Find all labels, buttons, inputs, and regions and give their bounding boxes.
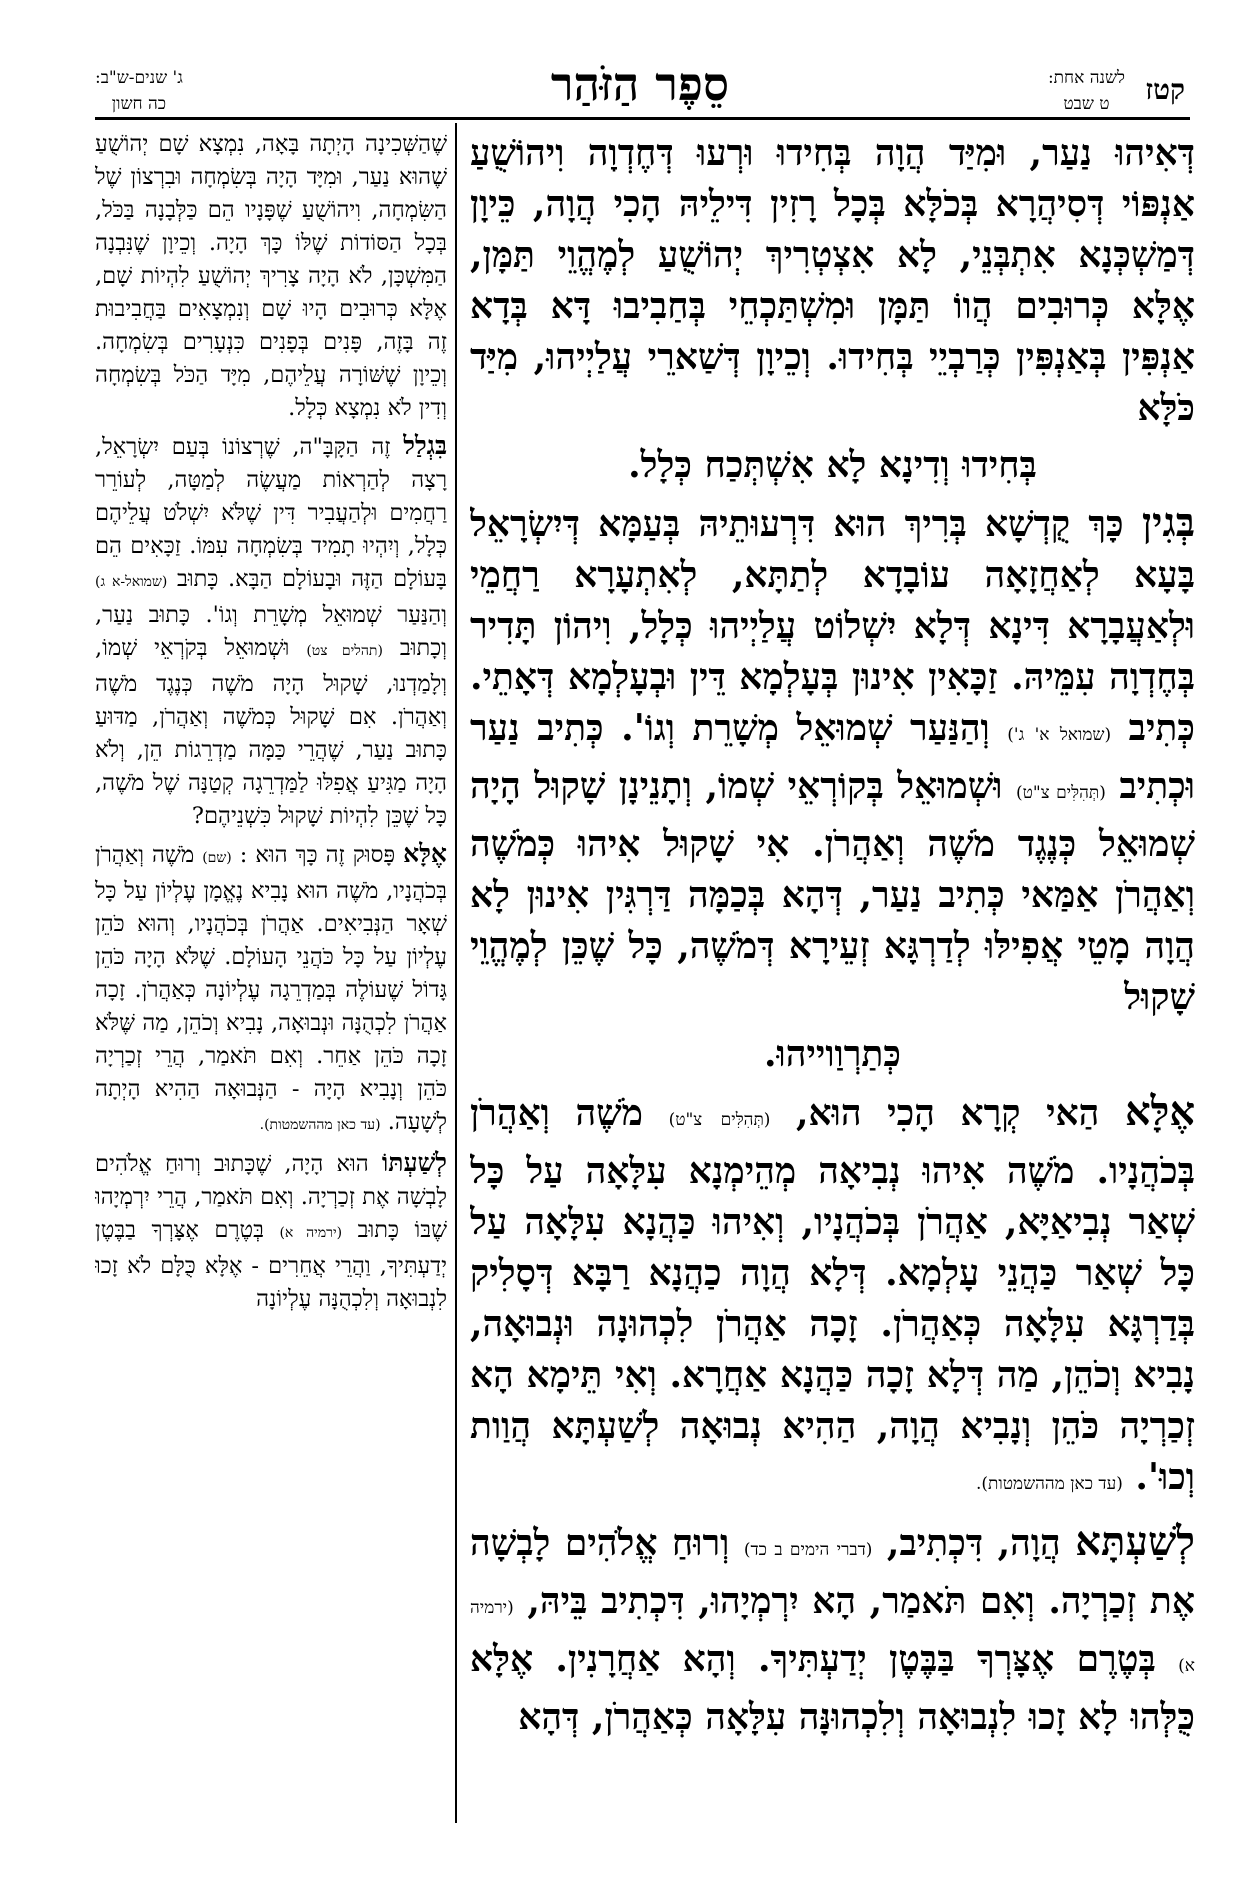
side-paragraph-1 bbox=[95, 128, 447, 425]
translation-column bbox=[95, 128, 447, 1863]
side-p2-text-c: וּשְׁמוּאֵל בְּקֹרְאֵי שְׁמוֹ, וְלָמַדְנוּ, שָׁקוּל הָיָה מֹשֶׁה כְּנֶגֶד מֹשֶׁה וְאַהֲרֹן. אִם שָׁקוּל כְּמֹשֶׁה וְאַהֲרֹן, מַדּוּעַ כָּתוּב נַעַר, שֶׁהֲרֵי כַּמָּה מַדְרֵגוֹת הֵן, וְלֹא הָיָה מַגִּיעַ אֲפִלּוּ לַמַּדְרֵגָה קְטַנָּה שֶׁל מֹשֶׁה, כָּל שֶׁכֵּן לִהְיוֹת שָׁקוּל כִּשְׁנֵיהֶם? bbox=[95, 635, 447, 829]
main-paragraph-1 bbox=[470, 128, 1195, 434]
side-p4-text-b: בְּטֶרֶם אֶצָּרְךָ בַבֶּטֶן יְדַעְתִּיךָ, וַהֲרֵי אֲחֵרִים - אֶלָּא כֻּלָּם לֹא זָכוּ לִנְבוּאָה וְלִכְהֻנָּה עֶלְיוֹנָה bbox=[95, 1217, 447, 1312]
side-paragraph-2 bbox=[95, 429, 447, 833]
main-p3-source: (תְּהִלִּים צ"ט) bbox=[668, 1110, 771, 1130]
main-p2-text-c: וְהַנַּעַר שְׁמוּאֵל מְשָׁרֵת וְגוֹ'. כְּתִיב נַעַר וּכְתִיב bbox=[470, 707, 1195, 807]
header-reading-schedule-left bbox=[95, 65, 183, 117]
main-p2-text-a: כָּךְ קֻדְשָׁא בְּרִיךְ הוּא דִּרְעוּתֵיהּ בְּעַמָּא bbox=[598, 503, 1142, 545]
book-title: סֵפֶר הַזֹּהַר bbox=[550, 57, 730, 111]
main-p1-end: בְּחִידוּ וְדִינָא לָא אִשְׁתְּכַח כְּלָל. bbox=[628, 444, 1037, 486]
side-p1-text: שֶׁהַשְּׁכִינָה הָיְתָה בָּאָה, נִמְצָא שָׁם יְהוֹשֻׁעַ שֶׁהוּא נַעַר, וּמִיָּד הָיָה בְּשִׂמְחָה וּבִרְצוֹן שֶׁל הַשִּׂמְחָה, וִיהוֹשֻׁעַ שֶׁפָּנָיו הֵם כַּלְּבָנָה בַּכֹּל, בְּכָל הַסּוֹדוֹת שֶׁלּוֹ כָּךְ הָיָה. וְכֵיוָן שֶׁנִּבְנָה הַמִּשְׁכָּן, לֹא הָיָה צָרִיךְ יְהוֹשֻׁעַ לִהְיוֹת שָׁם, אֶלָּא כְּרוּבִים הָיוּ שָׁם וְנִמְצָאִים בַּחֲבִיבוּת זֶה בָּזֶה, פָּנִים בְּפָנִים כִּנְעָרִים בְּשִׂמְחָה. וְכֵיוָן שֶׁשּׁוֹרָה עֲלֵיהֶם, מִיָּד הַכֹּל בְּשִׂמְחָה וְדִין לֹא נִמְצָא כְּלָל. bbox=[95, 131, 447, 421]
main-p2-text-d: וּשְׁמוּאֵל בְּקוֹרְאֵי שְׁמוֹ, וְתָנֵינָן שָׁקוּל הָיָה שְׁמוּאֵל כְּנֶגֶד מֹשֶׁה וְאַהֲרֹן. אִי שָׁקוּל אִיהוּ כְּמֹשֶׁה וְאַהֲרֹן אַמַּאי כְּתִיב נַעַר, דְּהָא בְּכַמָּה דַּרְגִּין אִינוּן לָא הֲוָה מָטֵי אֲפִילּוּ לְדַרְגָּא זְעֵירָא דְּמֹשֶׁה, כָּל שֶׁכֵּן לְמֶהֱוֵי שָׁקוּל bbox=[470, 765, 1195, 1018]
side-p2-source-2: (תהלים צט) bbox=[306, 643, 383, 659]
main-paragraph-2-end bbox=[470, 1029, 1195, 1080]
side-p3-text-a: פָּסוּק זֶה כָּךְ הוּא : bbox=[231, 842, 404, 868]
main-p4-text-b: וְרוּחַ אֱלֹהִים לָבְשָׁה אֶת זְכַרְיָה. וְאִם תֹּאמַר, הָא יִרְמְיָהוּ, דִּכְתִיב בֵּיהּ, bbox=[470, 1522, 1195, 1622]
main-p2-source-2: (תְּהִלִּים צ"ט) bbox=[1016, 783, 1106, 803]
side-p4-lead-word: לְשַׁעְתּוֹ bbox=[381, 1148, 447, 1177]
main-paragraph-3 bbox=[470, 1086, 1195, 1510]
main-p3-note: (עד כאן מההשמטות). bbox=[976, 1474, 1123, 1494]
main-p4-text-c: בְּטֶרֶם אֶצָּרְךָ בַּבֶּטֶן יְדַעְתִּיךָ. וְהָא אַחֲרָנִין. אֶלָּא כֻּלְּהוּ לָא זָכוּ לִנְבוּאָה וְלִכְהוּנָּה עִלָּאָה כְּאַהֲרֹן, דְּהָא bbox=[470, 1638, 1195, 1738]
header-right-line1: לשנה אחת: bbox=[1047, 68, 1125, 88]
side-paragraph-4 bbox=[95, 1146, 447, 1316]
side-p3-note: (עד כאן מההשמטות). bbox=[259, 1117, 381, 1133]
side-p2-lead-word: בִּגְלַל bbox=[403, 431, 447, 460]
main-p2-end: כְּתַרְוַוייהוּ. bbox=[764, 1033, 901, 1075]
main-p3-end: לְשַׁעְתָּא הֲוַות וְכוּ'. bbox=[470, 1405, 1195, 1498]
side-p4-source: (ירמיה א) bbox=[279, 1225, 343, 1241]
side-p4-text-a: הוּא הָיָה, שֶׁכָּתוּב וְרוּחַ אֱלֹהִים לָבְשָׁה אֶת זְכַרְיָה. וְאִם תֹּאמַר, הֲרֵי יִרְמְיָהוּ שֶׁבּוֹ כָּתוּב bbox=[95, 1151, 447, 1243]
main-p1-text: דְּאִיהוּ נַעַר, וּמִיַּד הֲוָה בְּחִידוּ וּרְעוּ דְּחֶדְוָה וִיהוֹשֻׁעַ אַנְפּוֹי דְּסִיהֲרָא בְּכֹלָּא בְּכָל רָזִין דִּילֵיהּ הָכִי הֲוָה, כֵּיוָן דְּמַשְׁכְּנָא אִתְבְּנֵי, לָא אִצְטְרִיךְ יְהוֹשֻׁעַ לְמֶהֱוֵי תַּמָּן, אֶלָּא כְּרוּבִים הֲווֹ תַּמָּן וּמִשְׁתַּכְחֵי בְּחַבִיבוּ דָּא בְּדָא אַנְפִּין בְּאַנְפִּין כְּרַבְיֵי בְּחִידוּ. וְכֵיוָן דְּשַׁארֵי עֲלַיְיהוּ, מִיַּד כֹּלָּא bbox=[470, 132, 1195, 429]
main-paragraph-4 bbox=[470, 1516, 1195, 1743]
main-p4-lead-word: לְשַׁעְתָּא bbox=[1075, 1518, 1195, 1565]
header-divider bbox=[95, 117, 1190, 120]
main-p2-source-1: (שמואל א' ג') bbox=[1007, 725, 1112, 745]
side-p2-text-b: וְהַנַּעַר שְׁמוּאֵל מְשָׁרֵת וְגוֹ'. כָּתוּב נַעַר, וְכָתוּב bbox=[95, 602, 447, 661]
main-p4-source-1: (דברי הימים ב כד) bbox=[743, 1540, 873, 1560]
side-p2-source-1: (שמואל-א ג) bbox=[95, 574, 168, 590]
column-divider bbox=[455, 123, 457, 1823]
main-p2-text-b: דְּיִשְׂרָאֵל בָּעָא לְאַחֲזָאָה עוֹבָדָא לְתַתָּא, לְאִתְעָרָא רַחֲמֵי וּלְאַעֲבָרָא דִּינָא דְּלָא יִשְׁלוֹט עֲלַיְיהוּ כְּלָל, וִיהוֹן תָּדִיר בְּחֶדְוָה עִמֵּיהּ. זַכָּאִין אִינוּן בְּעָלְמָא דֵּין וּבְעָלְמָא דְּאָתֵי. כְּתִיב bbox=[470, 503, 1195, 749]
header-left-line1: ג' שנים-ש"ב: bbox=[95, 68, 183, 88]
page-number: קטז bbox=[1145, 73, 1185, 106]
main-p4-source-2: (ירמיה א) bbox=[470, 1598, 1195, 1676]
main-p3-lead-word: אֶלָּא bbox=[1124, 1088, 1195, 1135]
main-p3-text-b: מֹשֶׁה וְאַהֲרֹן בְּכֹהֲנָיו. מֹשֶׁה אִיהוּ נְבִיאָה מְהֵימְנָא עִלָּאָה עַל כָּל שְׁאַר נְבִיאַיָּא, אַהֲרֹן בְּכֹהֲנָיו, וְאִיהוּ כַּהֲנָא עִלָּאָה עַל כָּל שְׁאַר כַּהֲנֵי עָלְמָא. דְּלָא הֲוָה כַהֲנָא רַבָּא דְּסָלִיק בְּדַרְגָּא עִלָּאָה כְּאַהֲרֹן. זָכָה אַהֲרֹן לִכְהוּנָה וּנְבוּאָה, נָבִיא וְכֹהֵן, מַה דְּלָא זָכָה כַּהֲנָא אַחֲרָא. וְאִי תֵּימָא הָא זְכַרְיָה כֹּהֵן וְנָבִיא הֲוָה, הַהִיא נְבוּאָה bbox=[470, 1092, 1195, 1447]
side-p3-lead-word: אֶלָּא bbox=[403, 839, 447, 868]
header-left-line2: כה חשון bbox=[111, 94, 167, 114]
main-p4-text-a: הֲוָה, דִּכְתִיב, bbox=[872, 1522, 1076, 1564]
side-p3-source: (שם) bbox=[202, 850, 232, 866]
main-paragraph-2 bbox=[470, 497, 1195, 1023]
header-right-line2: ט שבט bbox=[1063, 94, 1110, 114]
side-p3-text-b: מֹשֶׁה וְאַהֲרֹן בְּכֹהֲנָיו, מֹשֶׁה הוּא נָבִיא נֶאֱמָן עֶלְיוֹן עַל כָּל שְׁאָר הַנְּבִיאִים. אַהֲרֹן בְּכֹהֲנָיו, וְהוּא כֹּהֵן עֶלְיוֹן עַל כָּל כֹּהֲנֵי הָעוֹלָם. שֶׁלֹּא הָיָה כֹּהֵן גָּדוֹל שֶׁעוֹלֶה בְּמַדְרֵגָה עֶלְיוֹנָה כְּאַהֲרֹן. זָכָה אַהֲרֹן לִכְהֻנָּה וּנְבוּאָה, נָבִיא וְכֹהֵן, מַה שֶּׁלֹּא זָכָה כֹּהֵן אַחֵר. וְאִם תֹּאמַר, הֲרֵי זְכַרְיָה כֹּהֵן וְנָבִיא הָיָה - הַנְּבוּאָה הַהִיא הָיְתָה לְשָׁעָה. bbox=[95, 842, 447, 1135]
side-p2-text-a: זֶה הַקָּבָּ"ה, שֶׁרְצוֹנוֹ בְּעַם יִשְׂרָאֵל, רָצָה לְהַרְאוֹת מַעֲשֶׂה לְמַטָּה, לְעוֹרֵר רַחֲמִים וּלְהַעֲבִיר דִּין שֶׁלֹּא יִשְׁלֹט עֲלֵיהֶם כְּלָל, וְיִהְיוּ תָמִיד בְּשִׂמְחָה עִמּוֹ. זַכָּאִים הֵם בָּעוֹלָם הַזֶּה וּבָעוֹלָם הַבָּא. כָּתוּב bbox=[95, 434, 447, 592]
side-paragraph-3 bbox=[95, 837, 447, 1142]
main-paragraph-1-end bbox=[470, 440, 1195, 491]
main-p3-text-a: הַאי קְרָא הָכִי הוּא, bbox=[770, 1092, 1125, 1134]
main-p2-lead-word: בְּגִין bbox=[1141, 499, 1195, 546]
main-text-column bbox=[470, 128, 1195, 1863]
page-header bbox=[95, 55, 1185, 119]
